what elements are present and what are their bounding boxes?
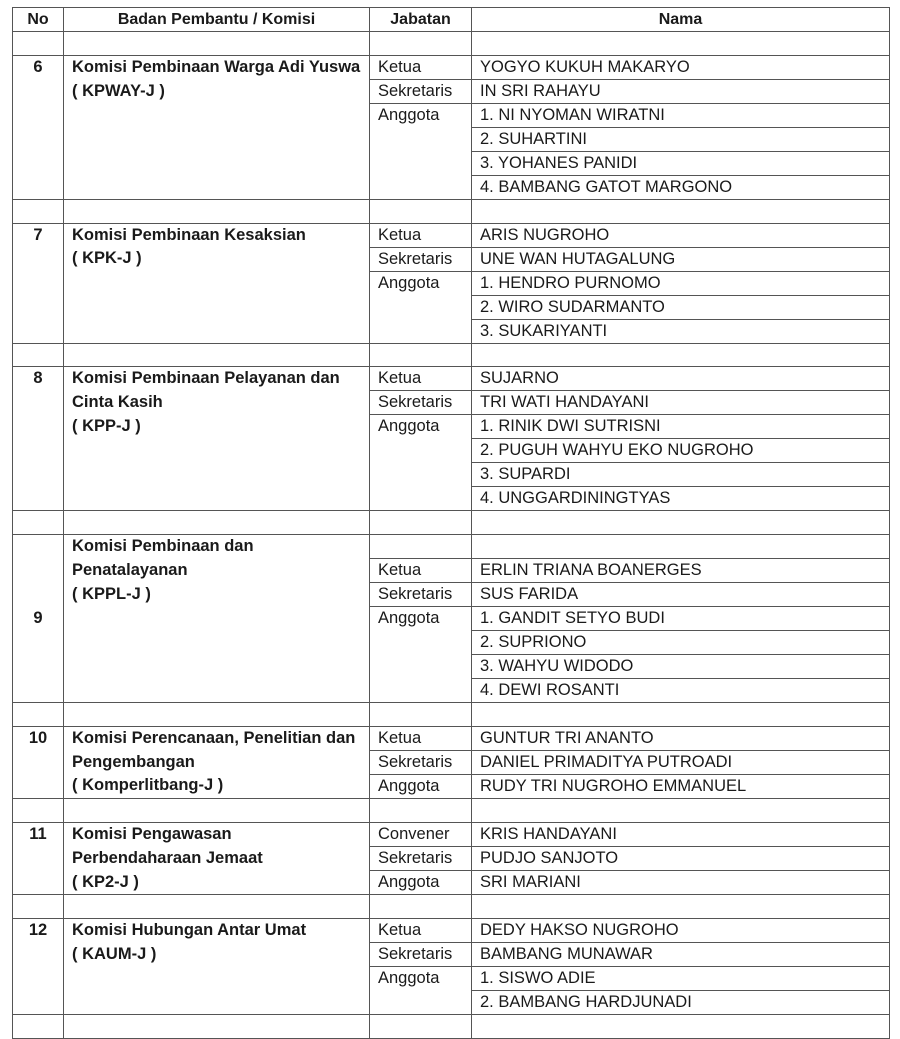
commission-name-line: Komisi Pembinaan Warga Adi Yuswa <box>72 57 361 76</box>
table-row <box>13 223 890 247</box>
member-name-cell: IN SRI RAHAYU <box>472 79 890 103</box>
position-cell <box>370 175 472 199</box>
empty-cell <box>64 702 370 726</box>
empty-cell <box>13 511 64 535</box>
member-name-cell: 2. BAMBANG HARDJUNADI <box>472 991 890 1015</box>
position-cell: Sekretaris <box>370 847 472 871</box>
spacer-row <box>13 199 890 223</box>
table-row <box>13 55 890 79</box>
member-name-cell: BAMBANG MUNAWAR <box>472 943 890 967</box>
empty-cell <box>370 199 472 223</box>
section-number <box>13 55 64 199</box>
commission-name <box>64 822 370 894</box>
position-cell: Sekretaris <box>370 79 472 103</box>
section-number <box>13 535 64 703</box>
section-number <box>13 919 64 1015</box>
commission-name-line: Komisi Pembinaan Pelayanan dan <box>72 369 340 388</box>
position-cell: Sekretaris <box>370 750 472 774</box>
position-cell: Convener <box>370 822 472 846</box>
position-cell <box>370 127 472 151</box>
member-name-cell: 3. WAHYU WIDODO <box>472 654 890 678</box>
section-number-text: 11 <box>29 824 47 843</box>
commission-name-line: Komisi Pengawasan <box>72 824 232 843</box>
member-name-cell: 1. NI NYOMAN WIRATNI <box>472 103 890 127</box>
empty-cell <box>64 32 370 56</box>
commission-table <box>12 7 890 1039</box>
member-name-cell: TRI WATI HANDAYANI <box>472 391 890 415</box>
member-name-cell: 3. SUPARDI <box>472 463 890 487</box>
position-cell: Ketua <box>370 223 472 247</box>
position-cell <box>370 295 472 319</box>
position-cell: Anggota <box>370 415 472 439</box>
spacer-row <box>13 702 890 726</box>
section-number-text: 9 <box>33 609 43 628</box>
member-name-cell: 2. WIRO SUDARMANTO <box>472 295 890 319</box>
position-cell: Anggota <box>370 967 472 991</box>
position-cell: Sekretaris <box>370 247 472 271</box>
empty-cell <box>64 511 370 535</box>
member-name-cell: DEDY HAKSO NUGROHO <box>472 919 890 943</box>
commission-name <box>64 223 370 343</box>
position-cell: Anggota <box>370 271 472 295</box>
commission-name-line: Komisi Pembinaan Kesaksian <box>72 225 306 244</box>
header-body: Badan Pembantu / Komisi <box>64 8 370 32</box>
empty-cell <box>64 199 370 223</box>
commission-name <box>64 367 370 511</box>
position-cell: Anggota <box>370 775 472 799</box>
empty-cell <box>370 1015 472 1039</box>
position-cell: Ketua <box>370 558 472 582</box>
member-name-cell: UNE WAN HUTAGALUNG <box>472 247 890 271</box>
member-name-cell: YOGYO KUKUH MAKARYO <box>472 55 890 79</box>
header-row <box>13 8 890 32</box>
section-number-text: 10 <box>28 728 48 747</box>
commission-name-line: Cinta Kasih <box>72 393 163 412</box>
commission-name-line: Penatalayanan <box>72 560 188 579</box>
member-name-cell: 4. DEWI ROSANTI <box>472 678 890 702</box>
position-cell <box>370 678 472 702</box>
member-name-cell: ERLIN TRIANA BOANERGES <box>472 558 890 582</box>
section-number <box>13 726 64 798</box>
empty-cell <box>472 343 890 367</box>
position-cell <box>370 439 472 463</box>
empty-cell <box>370 32 472 56</box>
empty-cell <box>472 895 890 919</box>
empty-cell <box>472 32 890 56</box>
empty-cell <box>13 1015 64 1039</box>
position-cell: Ketua <box>370 726 472 750</box>
position-cell: Sekretaris <box>370 943 472 967</box>
commission-name-line: ( KPP-J ) <box>72 416 141 435</box>
spacer-row <box>13 511 890 535</box>
member-name-cell: 3. YOHANES PANIDI <box>472 151 890 175</box>
commission-name-line: Komisi Perencanaan, Penelitian dan <box>72 728 356 747</box>
header-no: No <box>13 8 64 32</box>
commission-name-line: ( KPPL-J ) <box>72 584 151 603</box>
table-header <box>13 8 890 32</box>
empty-cell <box>472 199 890 223</box>
section-number <box>13 822 64 894</box>
header-position: Jabatan <box>370 8 472 32</box>
section-number-text: 6 <box>33 57 43 76</box>
member-name-cell: GUNTUR TRI ANANTO <box>472 726 890 750</box>
spacer-row <box>13 343 890 367</box>
spacer-row <box>13 1015 890 1039</box>
empty-cell <box>13 32 64 56</box>
empty-cell <box>472 511 890 535</box>
table-row <box>13 822 890 846</box>
empty-cell <box>64 799 370 823</box>
position-cell <box>370 151 472 175</box>
empty-cell <box>13 199 64 223</box>
empty-cell <box>13 343 64 367</box>
position-cell <box>370 991 472 1015</box>
member-name-cell: PUDJO SANJOTO <box>472 847 890 871</box>
section-number <box>13 367 64 511</box>
empty-cell <box>370 702 472 726</box>
table-row <box>13 919 890 943</box>
position-cell: Ketua <box>370 55 472 79</box>
position-cell <box>370 319 472 343</box>
header-name: Nama <box>472 8 890 32</box>
empty-cell <box>472 702 890 726</box>
commission-name-line: Komisi Hubungan Antar Umat <box>72 921 307 940</box>
position-cell <box>370 630 472 654</box>
member-name-cell: SUJARNO <box>472 367 890 391</box>
table-row <box>13 535 890 559</box>
commission-name <box>64 726 370 798</box>
empty-cell <box>64 1015 370 1039</box>
spacer-row <box>13 799 890 823</box>
commission-name-line: Perbendaharaan Jemaat <box>72 848 263 867</box>
empty-cell <box>370 895 472 919</box>
member-name-cell: RUDY TRI NUGROHO EMMANUEL <box>472 775 890 799</box>
member-name-cell: 1. HENDRO PURNOMO <box>472 271 890 295</box>
empty-cell <box>370 511 472 535</box>
member-name-cell: 1. RINIK DWI SUTRISNI <box>472 415 890 439</box>
position-cell <box>370 654 472 678</box>
commission-name <box>64 535 370 703</box>
member-name-cell: 3. SUKARIYANTI <box>472 319 890 343</box>
member-name-cell: KRIS HANDAYANI <box>472 822 890 846</box>
member-name-cell: 2. SUPRIONO <box>472 630 890 654</box>
position-cell <box>370 463 472 487</box>
member-name-cell: 4. BAMBANG GATOT MARGONO <box>472 175 890 199</box>
position-cell: Anggota <box>370 871 472 895</box>
commission-name-line: ( KPK-J ) <box>72 249 142 268</box>
commission-name-line: ( KP2-J ) <box>72 872 139 891</box>
empty-cell <box>64 343 370 367</box>
position-cell: Sekretaris <box>370 582 472 606</box>
commission-name <box>64 919 370 1015</box>
table-body <box>13 32 890 1039</box>
table-row <box>13 367 890 391</box>
commission-name-line: Komisi Pembinaan dan <box>72 537 254 556</box>
position-cell: Anggota <box>370 103 472 127</box>
member-name-cell: 2. SUHARTINI <box>472 127 890 151</box>
empty-cell <box>13 799 64 823</box>
empty-cell <box>370 799 472 823</box>
member-name-cell: 2. PUGUH WAHYU EKO NUGROHO <box>472 439 890 463</box>
commission-name-line: ( KPWAY-J ) <box>72 81 165 100</box>
position-cell: Ketua <box>370 367 472 391</box>
member-name-cell: SRI MARIANI <box>472 871 890 895</box>
member-name-cell: SUS FARIDA <box>472 582 890 606</box>
position-cell: Anggota <box>370 606 472 630</box>
section-number-text: 12 <box>28 921 48 940</box>
commission-name <box>64 55 370 199</box>
empty-cell <box>370 343 472 367</box>
position-cell: Sekretaris <box>370 391 472 415</box>
spacer-row <box>13 895 890 919</box>
member-name-cell: 4. UNGGARDININGTYAS <box>472 487 890 511</box>
commission-name-line: Pengembangan <box>72 752 195 771</box>
member-name-cell: 1. SISWO ADIE <box>472 967 890 991</box>
member-name-cell <box>472 535 890 559</box>
empty-cell <box>472 1015 890 1039</box>
spacer-row <box>13 32 890 56</box>
empty-cell <box>13 702 64 726</box>
member-name-cell: ARIS NUGROHO <box>472 223 890 247</box>
empty-cell <box>64 895 370 919</box>
commission-name-line: ( Komperlitbang-J ) <box>72 776 224 795</box>
commission-name-line: ( KAUM-J ) <box>72 944 157 963</box>
empty-cell <box>472 799 890 823</box>
empty-cell <box>13 895 64 919</box>
position-cell <box>370 487 472 511</box>
table-row <box>13 726 890 750</box>
member-name-cell: DANIEL PRIMADITYA PUTROADI <box>472 750 890 774</box>
position-cell: Ketua <box>370 919 472 943</box>
section-number <box>13 223 64 343</box>
member-name-cell: 1. GANDIT SETYO BUDI <box>472 606 890 630</box>
position-cell <box>370 535 472 559</box>
section-number-text: 8 <box>33 369 43 388</box>
section-number-text: 7 <box>33 225 43 244</box>
